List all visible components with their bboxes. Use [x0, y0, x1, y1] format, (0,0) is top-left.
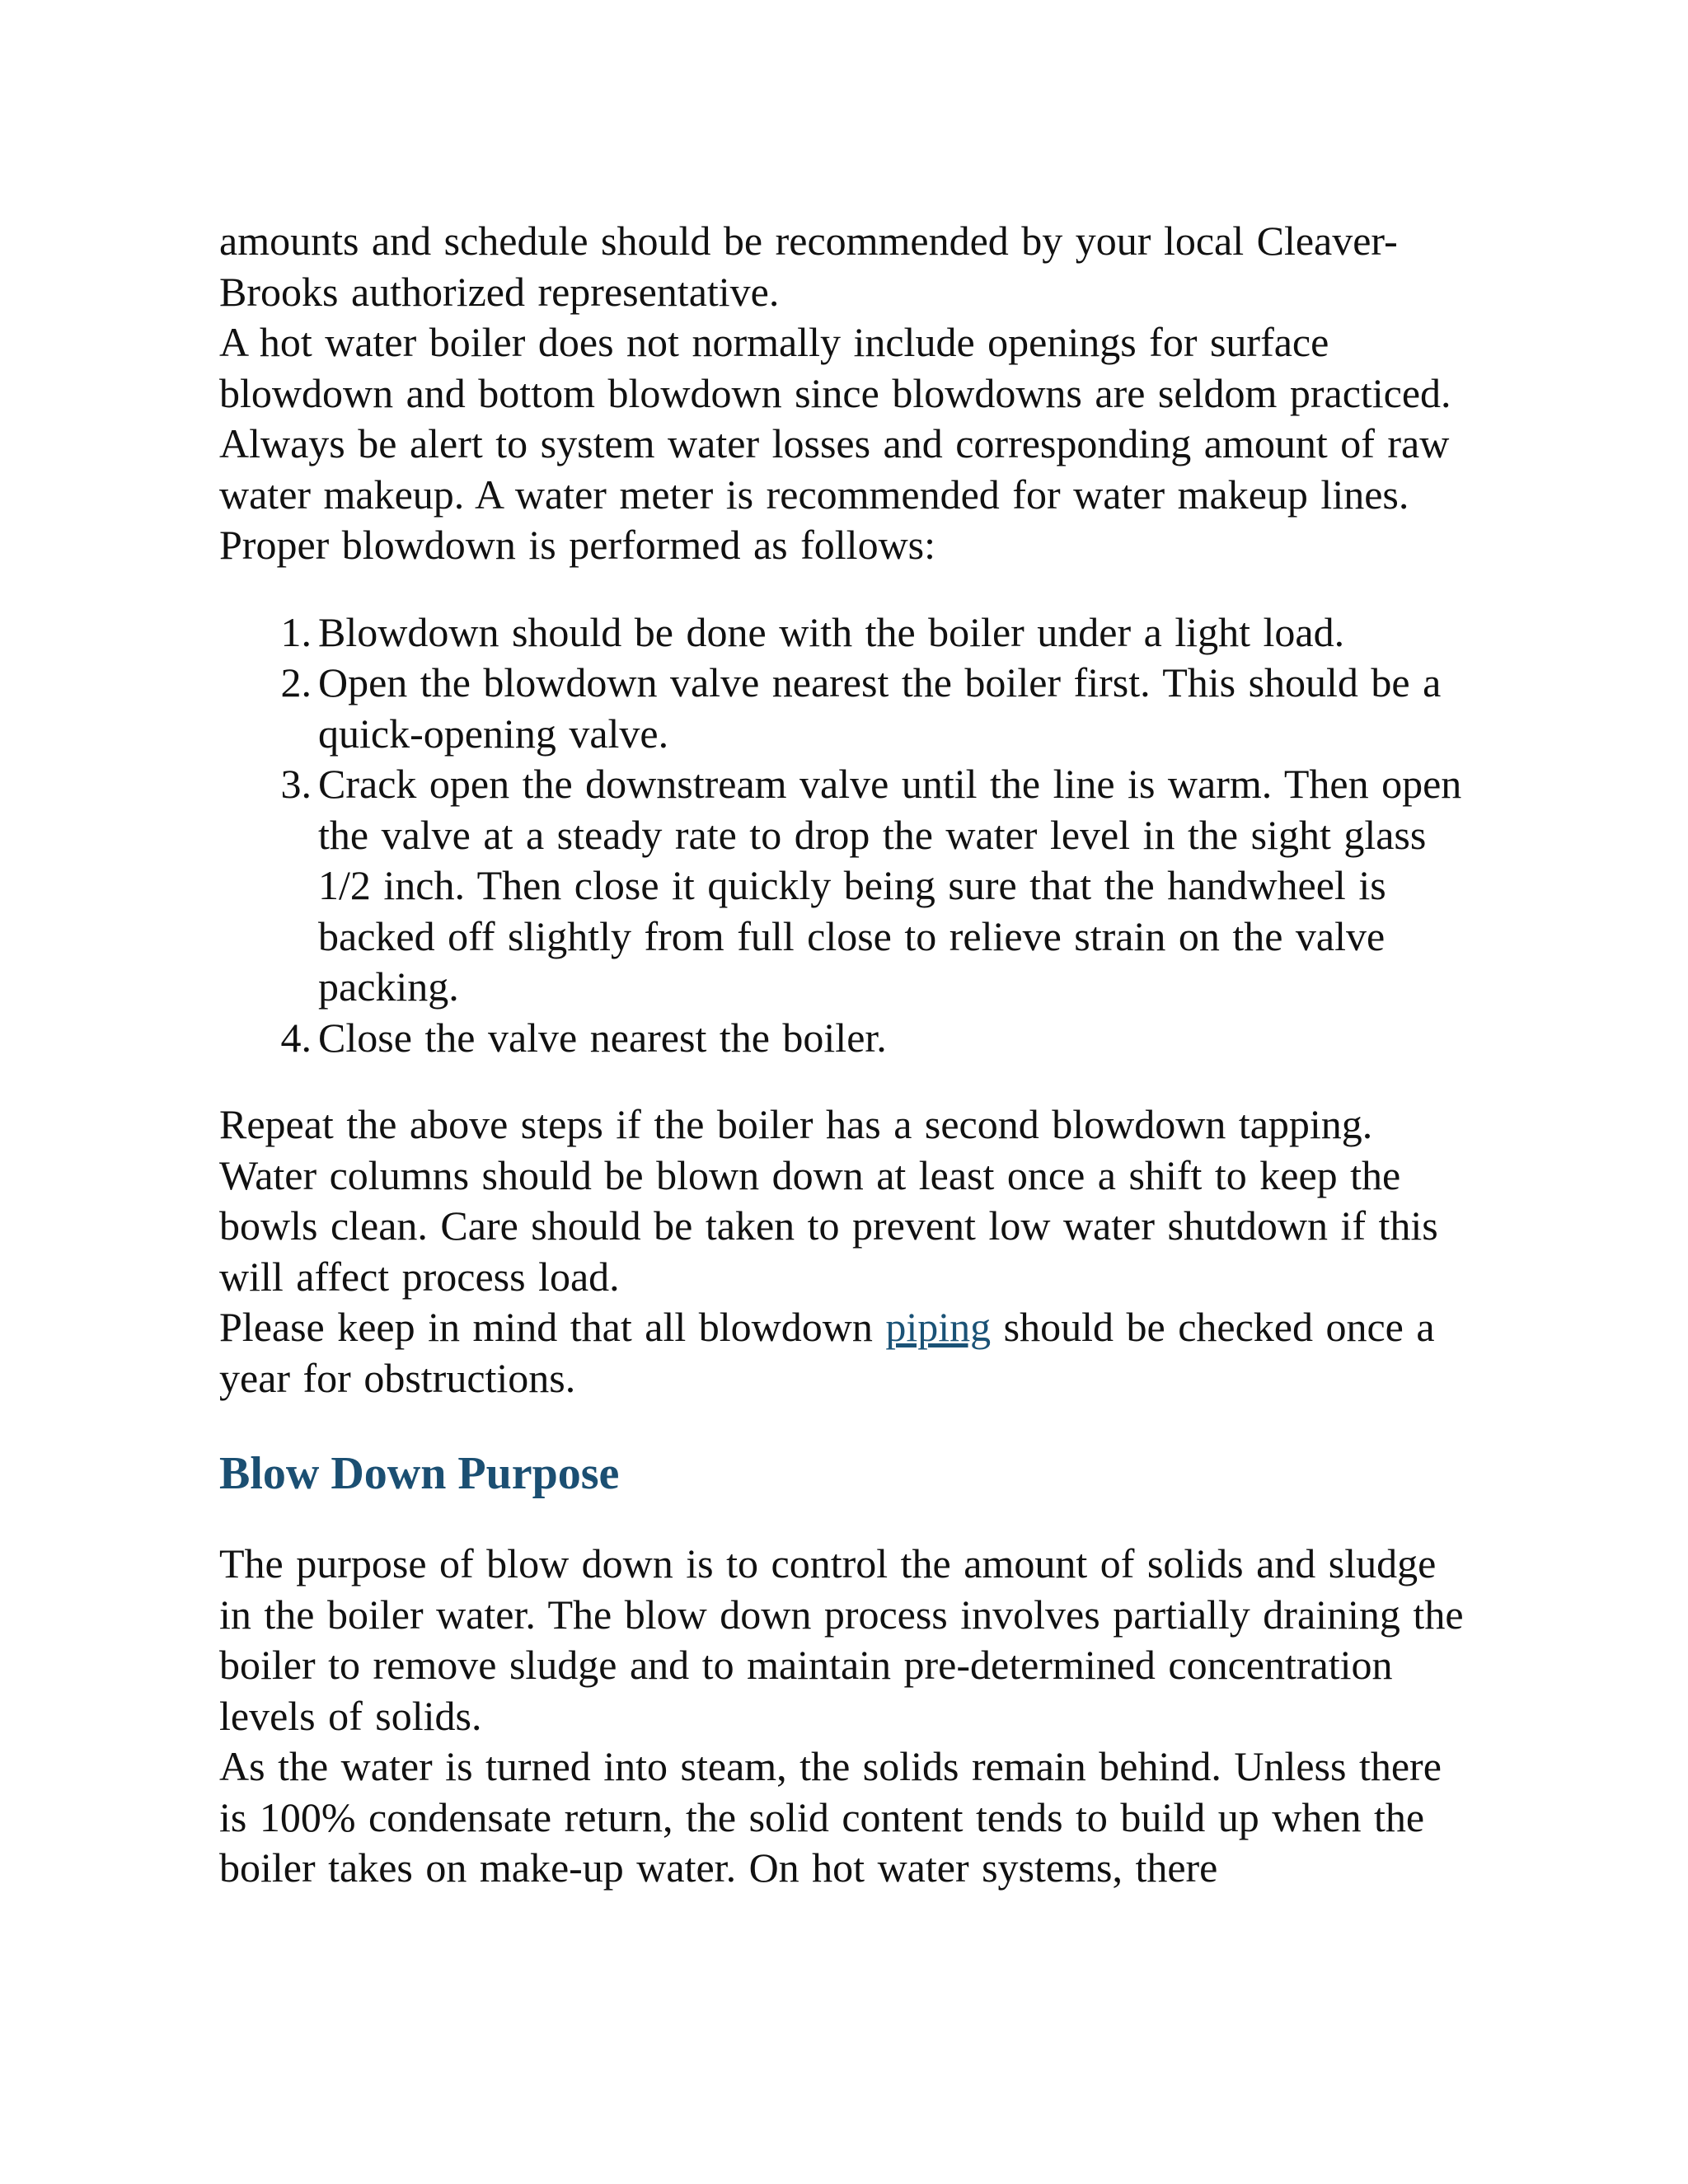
list-item	[219, 1013, 1472, 1064]
section-paragraph-1: The purpose of blow down is to control the amount of solids and sludge in the boiler water. The blow down process involves partially draining the boiler to remove sludge and to maintain pre-determined concentration levels of solids.	[219, 1540, 1464, 1739]
step-number: 2.	[280, 659, 312, 705]
step-number: 3.	[280, 761, 312, 807]
after-paragraph-3-start: Please keep in mind that all blowdown	[219, 1304, 886, 1350]
list-item	[219, 607, 1472, 658]
step-text: Open the blowdown valve nearest the boiler first. This should be a quick-opening valve.	[318, 659, 1442, 757]
step-number: 4.	[280, 1014, 312, 1061]
piping-link[interactable]: piping	[885, 1304, 992, 1350]
document-page	[219, 216, 1472, 1894]
step-text: Crack open the downstream valve until the line is warm. Then open the valve at a steady rate to drop the water level in the sight glass 1/2 inch. Then close it quickly being sure that the handwheel is backed off slightly from full close to relieve strain on the valve packing.	[318, 761, 1462, 1010]
after-paragraph-1: Repeat the above steps if the boiler has a second blowdown tapping.	[219, 1101, 1373, 1147]
after-paragraph-3	[219, 1302, 1472, 1404]
section-heading: Blow Down Purpose	[219, 1448, 620, 1499]
intro-paragraph-3: Proper blowdown is performed as follows:	[219, 522, 936, 568]
section-paragraph-2: As the water is turned into steam, the solids remain behind. Unless there is 100% condensate return, the solid content tends to build up when the boiler takes on make-up water. On hot water systems, there	[219, 1743, 1442, 1891]
list-item	[219, 759, 1472, 1013]
list-item	[219, 658, 1472, 759]
after-paragraph-3-end: should be checked once a year for obstructions.	[219, 1304, 1435, 1401]
after-paragraph-2: Water columns should be blown down at least once a shift to keep the bowls clean. Care should be taken to prevent low water shutdown if this will affect process load.	[219, 1151, 1438, 1300]
step-text: Close the valve nearest the boiler.	[318, 1014, 887, 1061]
step-number: 1.	[280, 608, 312, 655]
intro-paragraph-1: amounts and schedule should be recommended by your local Cleaver-Brooks authorized representative.	[219, 218, 1398, 315]
blowdown-steps-list	[219, 607, 1472, 1064]
step-text: Blowdown should be done with the boiler under a light load.	[318, 608, 1345, 655]
intro-paragraph-2: A hot water boiler does not normally include openings for surface blowdown and bottom blowdown since blowdowns are seldom practiced. Always be alert to system water losses and corresponding amount of raw water makeup. A water meter is recommended for water makeup lines.	[219, 319, 1451, 518]
